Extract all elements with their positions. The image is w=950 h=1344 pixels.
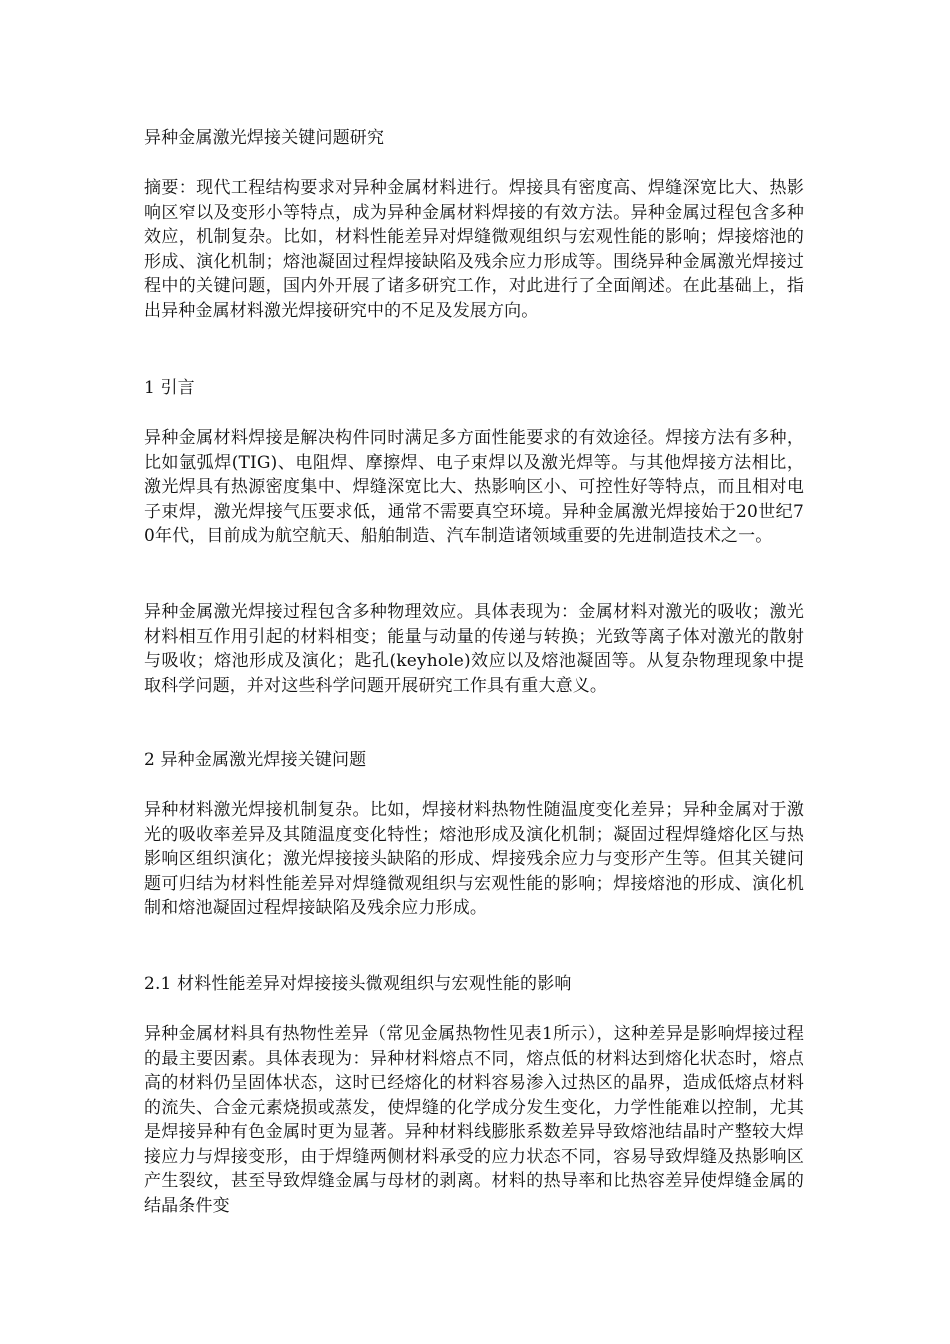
subsection-heading-material-differences: 2.1 材料性能差异对焊接接头微观组织与宏观性能的影响 xyxy=(144,974,572,994)
section-heading-key-issues: 2 异种金属激光焊接关键问题 xyxy=(144,750,367,770)
section-heading-introduction: 1 引言 xyxy=(144,378,195,398)
material-differences-paragraph: 异种金属材料具有热物性差异（常见金属热物性见表1所示），这种差异是影响焊接过程的最主要因素。具体表现为：异种材料熔点不同，熔点低的材料达到熔化状态时，熔点高的材料仍呈固体状态，这时已经熔化的材料容易渗入过热区的晶界，造成低熔点材料的流失、合金元素烧损或蒸发，使焊缝的化学成分发生变化，力学性能难以控制，尤其是焊接异种有色金属时更为显著。异种材料线膨胀系数差异导致熔池结晶时产整较大焊接应力与焊接变形，由于焊缝两侧材料承受的应力状态不同，容易导致焊缝及热影响区产生裂纹，甚至导致焊缝金属与母材的剥离。材料的热导率和比热容差异使焊缝金属的结晶条件变 xyxy=(144,1024,804,1216)
key-issues-paragraph: 异种材料激光焊接机制复杂。比如，焊接材料热物性随温度变化差异；异种金属对于激光的吸收率差异及其随温度变化特性；熔池形成及演化机制；凝固过程焊缝熔化区与热影响区组织演化；激光焊接接头缺陷的形成、焊接残余应力与变形产生等。但其关键问题可归结为材料性能差异对焊缝微观组织与宏观性能的影响；焊接熔池的形成、演化机制和熔池凝固过程焊接缺陷及残余应力形成。 xyxy=(144,800,804,918)
introduction-paragraph-1: 异种金属材料焊接是解决构件同时满足多方面性能要求的有效途径。焊接方法有多种，比如氩弧焊(TIG)、电阻焊、摩擦焊、电子束焊以及激光焊等。与其他焊接方法相比，激光焊具有热源密度集中、焊缝深宽比大、热影响区小、可控性好等特点，而且相对电子束焊，激光焊接气压要求低，通常不需要真空环境。异种金属激光焊接始于20世纪70年代，目前成为航空航天、船舶制造、汽车制造诸领域重要的先进制造技术之一。 xyxy=(144,428,804,546)
document-title: 异种金属激光焊接关键问题研究 xyxy=(144,128,385,148)
introduction-paragraph-2: 异种金属激光焊接过程包含多种物理效应。具体表现为：金属材料对激光的吸收；激光材料相互作用引起的材料相变；能量与动量的传递与转换；光致等离子体对激光的散射与吸收；熔池形成及演化；匙孔(keyhole)效应以及熔池凝固等。从复杂物理现象中提取科学问题，并对这些科学问题开展研究工作具有重大意义。 xyxy=(144,602,804,696)
abstract-paragraph: 摘要：现代工程结构要求对异种金属材料进行。焊接具有密度高、焊缝深宽比大、热影响区窄以及变形小等特点，成为异种金属材料焊接的有效方法。异种金属过程包含多种效应，机制复杂。比如，材料性能差异对焊缝微观组织与宏观性能的影响；焊接熔池的形成、演化机制；熔池凝固过程焊接缺陷及残余应力形成等。围绕异种金属激光焊接过程中的关键问题，国内外开展了诸多研究工作，对此进行了全面阐述。在此基础上，指出异种金属材料激光焊接研究中的不足及发展方向。 xyxy=(144,178,804,321)
